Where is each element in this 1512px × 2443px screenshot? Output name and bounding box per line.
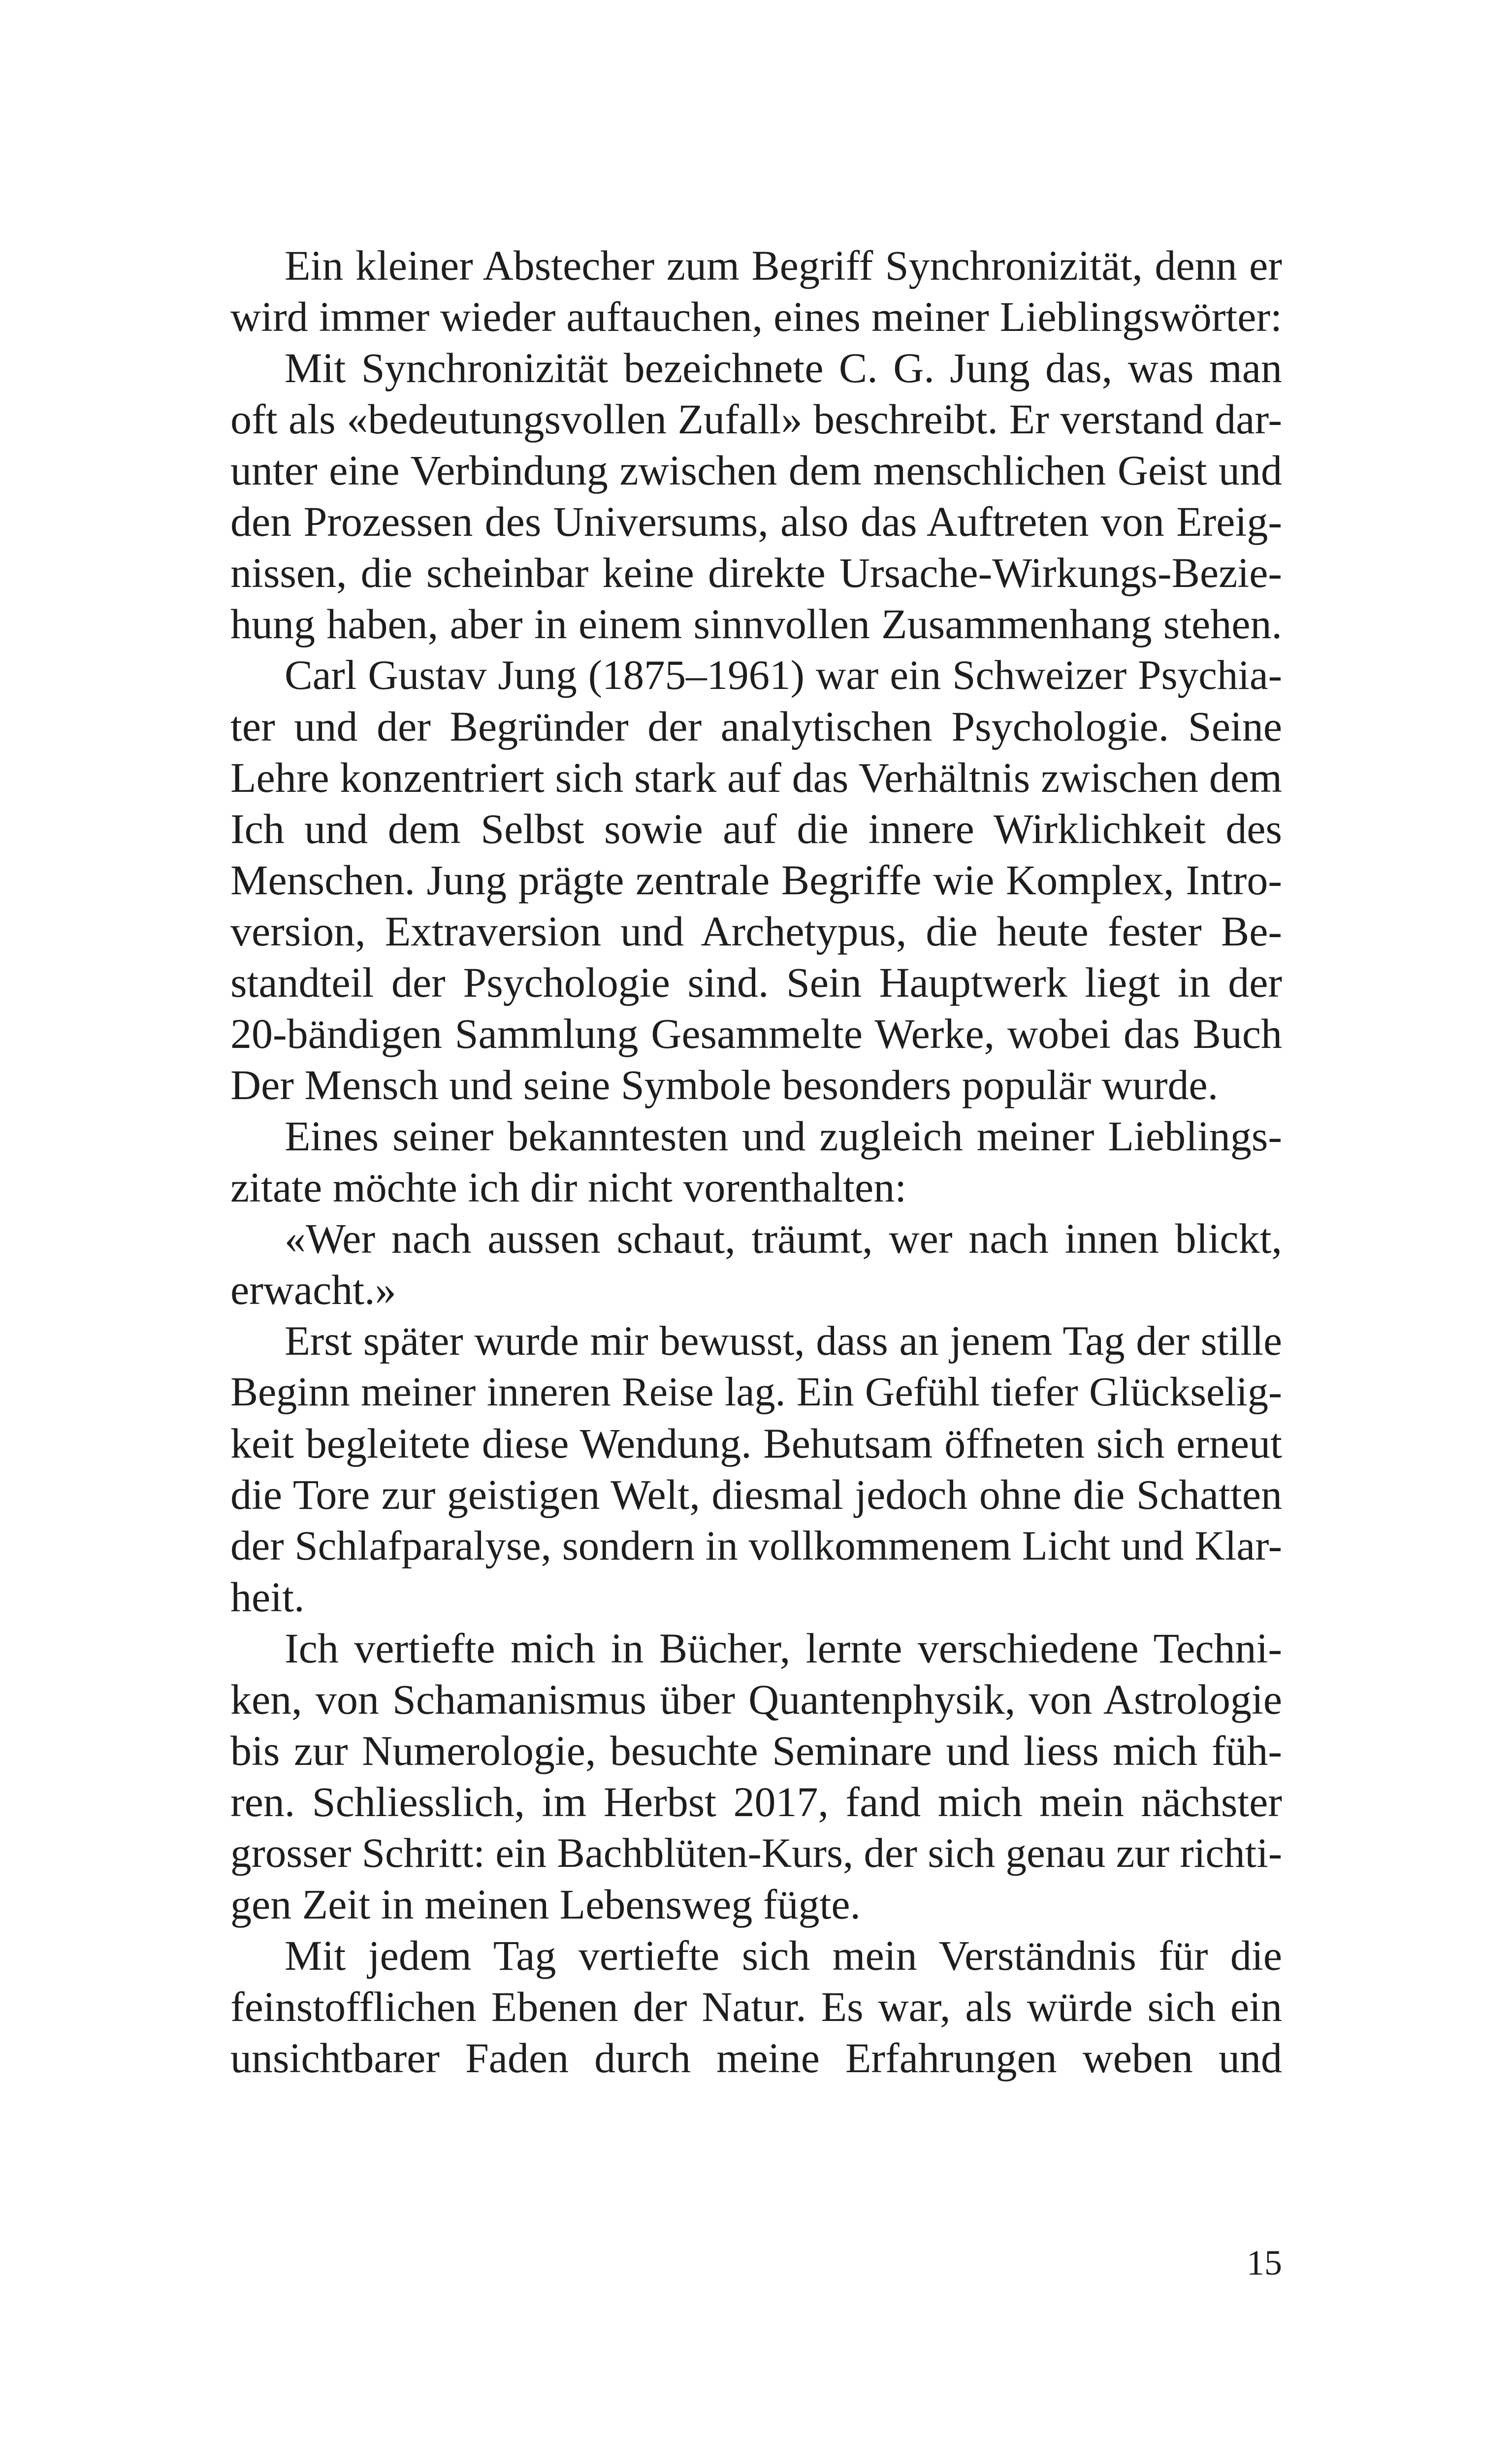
text-line: grosser Schritt: ein Bachblüten-Kurs, der sich genau zur richti- xyxy=(230,1830,1283,1876)
text-line: nissen, die scheinbar keine direkte Ursache-Wirkungs-Bezie- xyxy=(230,549,1282,596)
text-line: oft als «bedeutungsvollen Zufall» beschreibt. Er verstand dar- xyxy=(230,395,1282,443)
quote-line: «Wer nach aussen schaut, träumt, wer nach innen blickt, xyxy=(285,1215,1282,1262)
text-line: 20-bändigen Sammlung Gesammelte Werke, wobei das Buch xyxy=(230,1010,1282,1057)
text-line: Der Mensch und seine Symbole besonders populär wurde. xyxy=(230,1061,1219,1108)
text-line: Beginn meiner inneren Reise lag. Ein Gefühl tiefer Glückselig- xyxy=(230,1369,1282,1415)
text-line: gen Zeit in meinen Lebensweg fügte. xyxy=(230,1881,861,1928)
text-line: Mit Synchronizität bezeichnete C. G. Jung das, was man xyxy=(285,344,1282,391)
text-line: Eines seiner bekanntesten und zugleich meiner Lieblings- xyxy=(285,1112,1282,1160)
text-line: Ich und dem Selbst sowie auf die innere Wirklichkeit des xyxy=(230,805,1282,852)
text-line: ren. Schliesslich, im Herbst 2017, fand mich mein nächster xyxy=(230,1778,1282,1825)
text-line: den Prozessen des Universums, also das Auftreten von Ereig- xyxy=(230,498,1282,545)
text-line: hung haben, aber in einem sinnvollen Zusammenhang stehen. xyxy=(230,600,1282,648)
text-line: Erst später wurde mir bewusst, dass an jenem Tag der stille xyxy=(285,1318,1282,1364)
page-number: 15 xyxy=(1247,2243,1282,2282)
text-line: Menschen. Jung prägte zentrale Begriffe wie Komplex, Intro- xyxy=(230,856,1282,904)
text-line: Carl Gustav Jung (1875–1961) war ein Schweizer Psychia- xyxy=(285,652,1282,698)
text-line: Mit jedem Tag vertiefte sich mein Verständnis für die xyxy=(285,1932,1282,1979)
text-line: heit. xyxy=(230,1573,305,1621)
text-line: die Tore zur geistigen Welt, diesmal jedoch ohne die Schatten xyxy=(230,1471,1282,1518)
text-line: zitate möchte ich dir nicht vorenthalten: xyxy=(230,1164,907,1211)
text-line: Lehre konzentriert sich stark auf das Verhältnis zwischen dem xyxy=(230,754,1282,801)
text-line: unter eine Verbindung zwischen dem menschlichen Geist und xyxy=(230,447,1282,494)
body-text xyxy=(230,240,1282,2084)
text-line: standteil der Psychologie sind. Sein Hauptwerk liegt in der xyxy=(230,959,1282,1006)
text-line: ter und der Begründer der analytischen Psychologie. Seine xyxy=(230,703,1282,750)
text-line: der Schlafparalyse, sondern in vollkommenem Licht und Klar- xyxy=(230,1523,1282,1569)
text-line: Ich vertiefte mich in Bücher, lernte verschiedene Techni- xyxy=(285,1625,1282,1672)
text-line: wird immer wieder auftauchen, eines meiner Lieblingswörter: xyxy=(230,293,1282,340)
text-line: Ein kleiner Abstecher zum Begriff Synchronizität, denn er xyxy=(285,242,1282,289)
text-line: ken, von Schamanismus über Quantenphysik, von Astrologie xyxy=(230,1676,1282,1723)
text-line: version, Extraversion und Archetypus, die heute fester Be- xyxy=(230,908,1282,955)
text-line: feinstofflichen Ebenen der Natur. Es war, als würde sich ein xyxy=(230,1983,1282,2030)
text-line: bis zur Numerologie, besuchte Seminare und liess mich füh- xyxy=(230,1727,1282,1774)
text-line: keit begleitete diese Wendung. Behutsam öffneten sich erneut xyxy=(230,1420,1282,1467)
text-line: unsichtbarer Faden durch meine Erfahrungen weben und xyxy=(230,2034,1282,2082)
quote-line: erwacht.» xyxy=(230,1266,396,1313)
